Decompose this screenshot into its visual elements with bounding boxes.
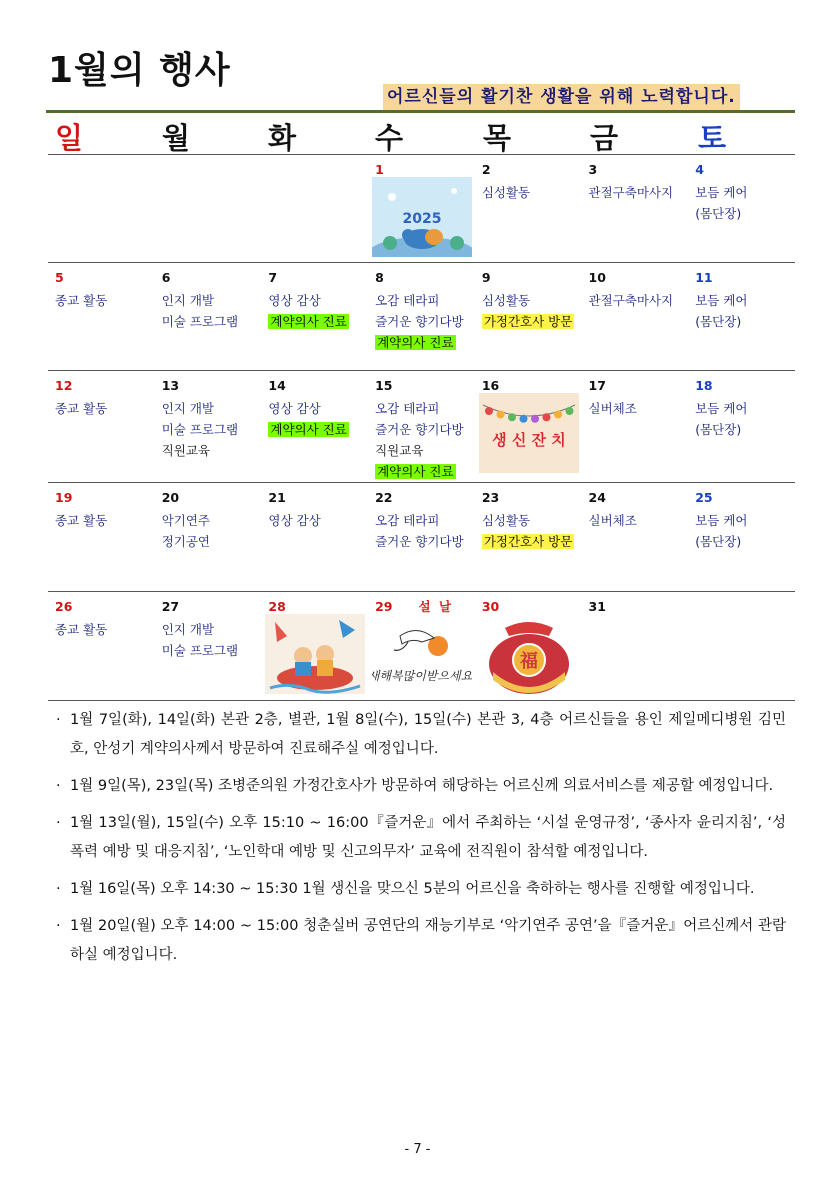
event-label: 가정간호사 방문 [483,314,573,329]
note-text: 1월 20일(월) 오후 14:00 ~ 15:00 청춘실버 공연단의 재능기부로 ‘악기연주 공연’을『즐거운』어르신께서 관람하실 예정입니다. [70,918,786,963]
note-text: 1월 9일(목), 23일(목) 조병준의원 가정간호사가 방문하여 해당하는 어르신께 의료서비스를 제공할 예정입니다. [70,778,774,794]
calendar-day [368,483,475,592]
day-number: 5 [55,270,64,285]
calendar-day [261,592,368,701]
calendar-day [261,155,368,263]
calendar-day [475,592,582,701]
calendar-day [582,483,689,592]
event-label: 계약의사 진료 [270,422,347,437]
new-year-celebration-image [265,614,365,694]
birthday-party-image [479,393,579,473]
page-number: - 7 - [404,1142,431,1157]
calendar-day [155,592,262,701]
event-label: 가정간호사 방문 [483,534,573,549]
event-label: 종교 활동 [55,513,108,528]
event-label: 미술 프로그램 [161,643,239,658]
event-label: 계약의사 진료 [377,464,454,479]
day-number: 10 [588,270,606,285]
weekday-6: 토 [698,121,727,155]
event-label: 관절구축마사지 [588,185,674,200]
event-label: 보듬 케어 [695,293,748,308]
calendar-day [368,155,475,263]
calendar-week [48,483,795,592]
calendar-day [582,155,689,263]
calendar-week [48,155,795,263]
event-label: 인지 개발 [161,401,214,416]
weekday-4: 목 [483,121,512,155]
calendar-day [475,263,582,371]
day-number: 20 [161,490,180,505]
note-text: 1월 16일(목) 오후 14:30 ~ 15:30 1월 생신을 맞으신 5분의 어르신을 축하하는 행사를 진행할 예정입니다. [70,881,755,897]
day-number: 2 [481,162,491,177]
day-number: 13 [161,378,180,393]
svg-text:2025: 2025 [402,211,442,227]
holiday-label: 설 날 [418,599,454,614]
seollal-crane-image [372,614,472,694]
page-title: 1월의 행사 [48,50,231,91]
event-label: 실버체조 [588,513,637,528]
calendar-week [48,592,795,701]
calendar-day [582,592,689,701]
day-number: 27 [161,599,180,614]
day-number: 6 [161,270,171,285]
day-number: 25 [695,490,713,505]
day-number: 17 [588,378,606,393]
event-label: 영상 감상 [268,293,321,308]
event-label: 계약의사 진료 [270,314,347,329]
calendar-day [48,155,155,263]
day-number: 22 [375,490,393,505]
calendar-day [475,483,582,592]
event-label: 인지 개발 [161,293,214,308]
day-number: 15 [375,378,393,393]
calendar-day [261,371,368,483]
note-item [56,706,786,764]
slogan-banner: 어르신들의 활기찬 생활을 위해 노력합니다. [383,84,740,110]
calendar-day [261,263,368,371]
new-year-2025-image [372,177,472,257]
calendar-day [688,592,795,701]
day-number: 7 [268,270,278,285]
calendar-week [48,371,795,483]
day-number: 24 [588,490,606,505]
day-number: 23 [481,490,500,505]
calendar-table [48,154,795,701]
event-label: 심성활동 [481,185,531,200]
note-item [56,809,786,867]
event-label: 보듬 케어 [695,185,748,200]
event-label: 실버체조 [588,401,637,416]
event-label: 오감 테라피 [375,293,440,308]
calendar-day [155,155,262,263]
bullet-icon: · [56,881,61,897]
day-number: 14 [268,378,286,393]
event-label: 종교 활동 [55,293,108,308]
note-item [56,772,786,801]
day-number: 8 [375,270,384,285]
event-label: 오감 테라피 [375,401,440,416]
day-number: 1 [375,162,384,177]
calendar-day [582,263,689,371]
event-label: 즐거운 향기다방 [375,314,464,329]
calendar-day [155,483,262,592]
calendar-day [688,263,795,371]
event-label: (몸단장) [695,534,742,549]
event-label: (몸단장) [695,314,742,329]
bullet-icon: · [56,815,61,831]
event-label: 직원교육 [375,443,424,458]
weekday-2: 화 [268,121,297,155]
calendar-day [368,263,475,371]
svg-text:새해복많이받으세요: 새해복많이받으세요 [372,669,473,683]
lucky-pouch-image [479,614,579,694]
calendar-day [261,483,368,592]
bullet-icon: · [56,778,61,794]
day-number: 30 [481,599,500,614]
day-number: 3 [588,162,598,177]
event-label: 종교 활동 [55,622,108,637]
day-number: 29 [375,599,393,614]
day-number: 18 [695,378,713,393]
note-text: 1월 13일(월), 15일(수) 오후 15:10 ~ 16:00『즐거운』에서 주최하는 ‘시설 운영규정’, ‘종사자 윤리지침’, ‘성폭력 예방 및 대응지침’, ‘노인학대 예방 및 신고의무자’ 교육에 전직원이 참석할 예정입니다. [70,815,786,860]
svg-text:福: 福 [519,651,538,672]
event-label: 미술 프로그램 [161,314,239,329]
calendar-day [688,371,795,483]
event-label: (몸단장) [695,206,742,221]
bullet-icon: · [56,918,61,934]
event-label: 직원교육 [161,443,211,458]
weekday-3: 수 [375,121,404,155]
day-number: 12 [55,378,73,393]
weekday-5: 금 [590,121,619,155]
calendar-day [582,371,689,483]
day-number: 19 [55,490,73,505]
svg-text:생 신 잔 치: 생 신 잔 치 [491,431,566,449]
event-label: 인지 개발 [161,622,214,637]
event-label: 즐거운 향기다방 [375,534,464,549]
calendar-day [155,263,262,371]
calendar-day [48,483,155,592]
event-label: 오감 테라피 [375,513,440,528]
event-label: 종교 활동 [55,401,108,416]
event-label: 미술 프로그램 [161,422,239,437]
event-label: 관절구축마사지 [588,293,674,308]
calendar-day [475,155,582,263]
weekday-0: 일 [55,121,84,155]
day-number: 21 [268,490,286,505]
calendar-day [48,263,155,371]
note-item [56,875,786,904]
calendar-day [368,371,475,483]
bullet-icon: · [56,712,61,728]
weekday-1: 월 [162,121,191,155]
calendar-day [688,155,795,263]
event-label: 계약의사 진료 [377,335,454,350]
calendar-day [48,371,155,483]
event-label: 정기공연 [161,534,211,549]
day-number: 26 [55,599,73,614]
day-number: 16 [481,378,500,393]
event-label: 보듬 케어 [695,401,748,416]
event-label: (몸단장) [695,422,742,437]
calendar-week [48,263,795,371]
note-text: 1월 7일(화), 14일(화) 본관 2층, 별관, 1월 8일(수), 15일(수) 본관 3, 4층 어르신들을 용인 제일메디병원 김민호, 안성기 계약의사께서 방문하여 진료해주실 예정입니다. [70,712,786,757]
day-number: 11 [695,270,713,285]
event-label: 영상 감상 [268,513,321,528]
day-number: 28 [268,599,286,614]
event-label: 악기연주 [161,513,211,528]
calendar-day [368,592,475,701]
calendar-day [155,371,262,483]
day-number: 9 [481,270,491,285]
day-number: 4 [695,162,704,177]
event-label: 보듬 케어 [695,513,748,528]
calendar-day [688,483,795,592]
event-label: 심성활동 [481,513,531,528]
note-item [56,912,786,970]
day-number: 31 [588,599,606,614]
calendar-day [475,371,582,483]
event-label: 즐거운 향기다방 [375,422,464,437]
header-divider [46,110,795,113]
calendar-day [48,592,155,701]
event-label: 영상 감상 [268,401,321,416]
event-label: 심성활동 [481,293,531,308]
notes-section [56,706,786,978]
